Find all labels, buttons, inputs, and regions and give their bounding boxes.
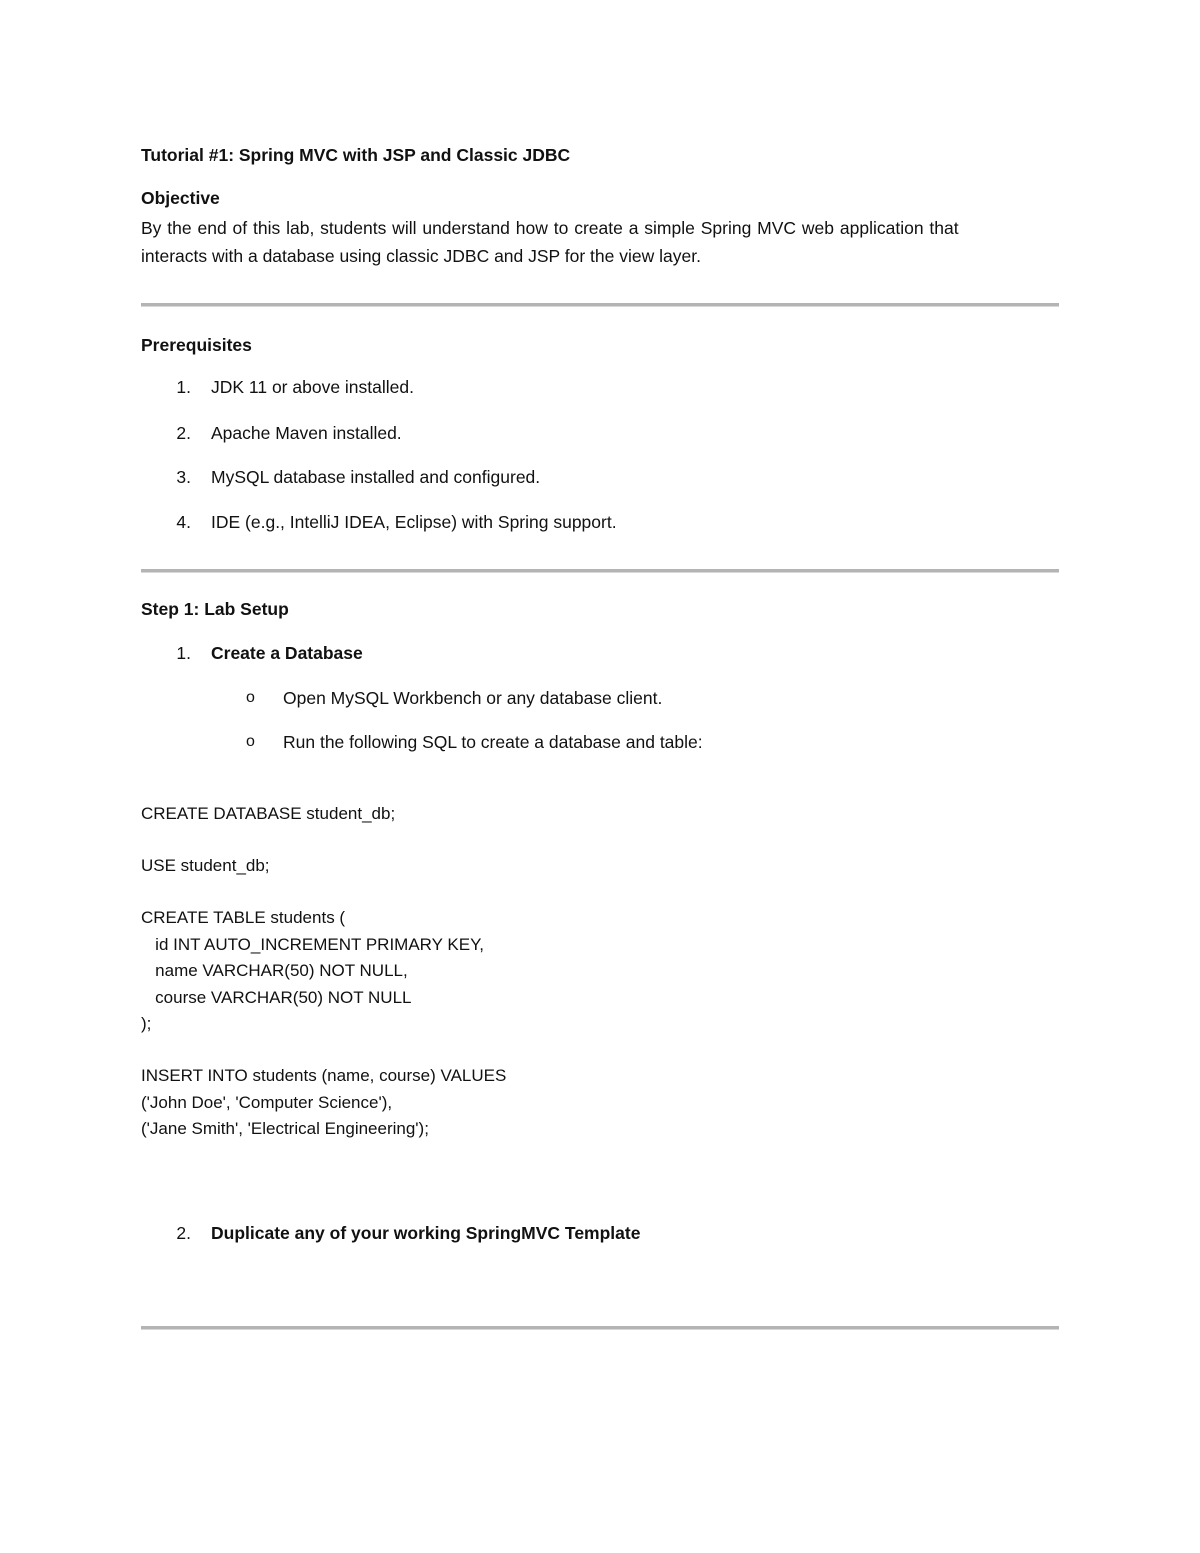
bullet-marker: o xyxy=(246,733,255,750)
step-item-number: 1. xyxy=(176,643,191,663)
step-1-heading: Step 1: Lab Setup xyxy=(141,599,289,619)
prerequisite-number: 3. xyxy=(176,467,191,487)
horizontal-rule xyxy=(141,569,1059,573)
prerequisite-item: JDK 11 or above installed. xyxy=(211,377,414,397)
objective-text-line-2: interacts with a database using classic JDBC and JSP for the view layer. xyxy=(141,246,701,266)
document-title: Tutorial #1: Spring MVC with JSP and Classic JDBC xyxy=(141,145,571,165)
sql-use-database: USE student_db; xyxy=(141,856,270,875)
bullet-item: Open MySQL Workbench or any database client. xyxy=(283,688,663,708)
step-item-number: 2. xyxy=(176,1223,191,1243)
objective-heading: Objective xyxy=(141,188,220,208)
prerequisite-item: MySQL database installed and configured. xyxy=(211,467,541,487)
bullet-item: Run the following SQL to create a database and table: xyxy=(283,732,703,752)
horizontal-rule xyxy=(141,303,1059,307)
objective-text-line-1: By the end of this lab, students will understand how to create a simple Spring MVC web application that xyxy=(141,218,959,238)
bullet-marker: o xyxy=(246,689,255,706)
prerequisite-number: 4. xyxy=(176,512,191,532)
step-item-duplicate-template: Duplicate any of your working SpringMVC Template xyxy=(211,1223,641,1243)
step-item-create-database: Create a Database xyxy=(211,643,363,663)
sql-create-table: CREATE TABLE students ( id INT AUTO_INCREMENT PRIMARY KEY, name VARCHAR(50) NOT NULL, course VARCHAR(50) NOT NULL ); xyxy=(141,908,484,1033)
prerequisite-number: 2. xyxy=(176,423,191,443)
sql-insert: INSERT INTO students (name, course) VALUES ('John Doe', 'Computer Science'), ('Jane Smith', 'Electrical Engineering'); xyxy=(141,1066,507,1138)
prerequisite-number: 1. xyxy=(176,377,191,397)
prerequisites-heading: Prerequisites xyxy=(141,335,252,355)
sql-create-database: CREATE DATABASE student_db; xyxy=(141,804,396,823)
horizontal-rule xyxy=(141,1326,1059,1330)
prerequisite-item: IDE (e.g., IntelliJ IDEA, Eclipse) with Spring support. xyxy=(211,512,617,532)
prerequisite-item: Apache Maven installed. xyxy=(211,423,402,443)
